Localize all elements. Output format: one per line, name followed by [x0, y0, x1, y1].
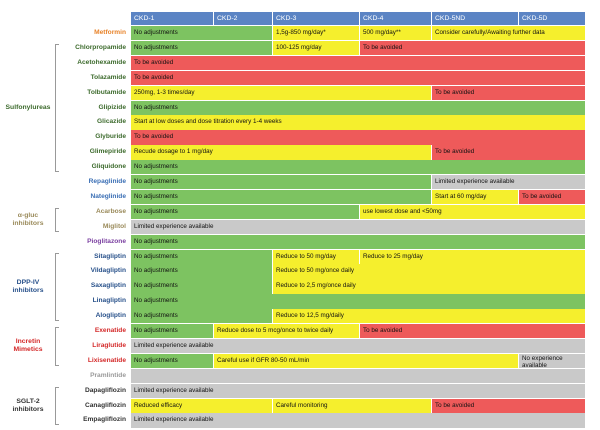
dosing-cell: To be avoided	[360, 324, 586, 338]
dosing-cell: No adjustments	[131, 160, 586, 174]
dosing-cell: 100-125 mg/day	[273, 41, 360, 55]
drug-name: Vildagliptin	[90, 267, 126, 275]
drug-name: Canagliflozin	[84, 401, 126, 409]
dosing-cell: Limited experience available	[131, 220, 586, 234]
dosing-cell: Limited experience available	[131, 384, 586, 398]
dosing-cell: No adjustments	[131, 354, 214, 368]
drug-name: Sitagliptin	[94, 252, 126, 260]
drug-name: Glicazide	[97, 118, 126, 126]
dosing-cell: To be avoided	[519, 190, 586, 204]
dosing-cell: Reduce to 25 mg/day	[360, 250, 586, 264]
dosing-cell: To be avoided	[131, 71, 586, 85]
dosing-cell: Reduce to 50 mg/day	[273, 250, 360, 264]
dosing-cell: To be avoided	[131, 56, 586, 70]
dosing-cell: To be avoided	[131, 130, 586, 144]
drug-class-label: Sulfonylureas	[5, 103, 51, 111]
dosing-cell: No adjustments	[131, 26, 273, 40]
dosing-cell: Reduce to 12,5 mg/daily	[273, 309, 586, 323]
dosing-cell: No adjustments	[131, 205, 360, 219]
dosing-cell: Start at low doses and dose titration every 1-4 weeks	[131, 115, 586, 129]
dosing-cell: No adjustments	[131, 294, 586, 308]
drug-name: Tolbutamide	[87, 88, 126, 96]
class-bracket	[55, 253, 59, 322]
class-bracket	[55, 387, 59, 426]
drug-name: Liraglutide	[92, 341, 126, 349]
dosing-cell: No adjustments	[131, 190, 432, 204]
drug-name: Acetohexamide	[77, 58, 126, 66]
drug-name: Dapagliflozin	[84, 386, 126, 394]
drug-class-label: α-gluc inhibitors	[12, 211, 44, 227]
dosing-cell: To be avoided	[432, 399, 586, 413]
drug-class-label: SGLT-2 inhibitors	[12, 397, 44, 413]
column-header-ckd-5d: CKD-5D	[519, 12, 586, 25]
drug-name: Saxagliptin	[90, 282, 126, 290]
dosing-cell: No adjustments	[131, 309, 273, 323]
dosing-cell: 1,5g-850 mg/day*	[273, 26, 360, 40]
dosing-cell: Limited experience available	[131, 413, 586, 427]
class-bracket	[55, 208, 59, 232]
class-bracket	[55, 44, 59, 172]
dosing-cell: Consider carefully/Awaiting further data	[432, 26, 586, 40]
dosing-cell: Careful monitoring	[273, 399, 432, 413]
drug-name: Acarbose	[95, 207, 126, 215]
drug-name: Exenatide	[94, 327, 126, 334]
dosing-cell: No adjustments	[131, 324, 214, 338]
drug-name: Glipizide	[98, 103, 126, 111]
dosing-cell: To be avoided	[432, 145, 586, 159]
dosing-cell: No adjustments	[131, 175, 432, 189]
dosing-cell: Reduce to 2,5 mg/once daily	[273, 279, 586, 293]
dosing-cell: No adjustments	[131, 250, 273, 264]
column-header-ckd-3: CKD-3	[273, 12, 360, 25]
drug-class-label: DPP-IV inhibitors	[12, 278, 44, 294]
drug-name: Nateglinide	[90, 192, 126, 200]
class-bracket	[55, 327, 59, 366]
dosing-cell: No adjustments	[131, 41, 273, 55]
dosing-cell: No adjustments	[131, 235, 586, 249]
dosing-cell: Reduce dose to 5 mcg/once to twice daily	[214, 324, 360, 338]
dosing-cell: No adjustments	[131, 101, 586, 115]
column-header-ckd-1: CKD-1	[131, 12, 214, 25]
drug-name: Pramlintide	[90, 371, 126, 379]
drug-name: Tolazamide	[90, 73, 126, 81]
dosing-cell: Reduced efficacy	[131, 399, 273, 413]
drug-name: Miglitol	[102, 222, 126, 230]
dosing-cell: No adjustments	[131, 279, 273, 293]
drug-class-label: Incretin Mimetics	[13, 338, 43, 354]
dosing-cell: To be avoided	[360, 41, 586, 55]
drug-name: Glimepiride	[89, 148, 126, 156]
drug-name: Alogliptin	[95, 312, 126, 320]
dosing-cell: 500 mg/day**	[360, 26, 432, 40]
dosing-cell: Limited experience available	[432, 175, 586, 189]
drug-name: Metformin	[94, 29, 126, 36]
drug-name: Glyburide	[95, 133, 126, 141]
dosing-cell: Start at 60 mg/day	[432, 190, 519, 204]
drug-name: Pioglitazone	[87, 237, 126, 245]
dosing-cell: use lowest dose and <50mg	[360, 205, 586, 219]
drug-name: Linagliptin	[92, 297, 126, 305]
column-header-ckd-2: CKD-2	[214, 12, 273, 25]
drug-name: Lixisenatide	[87, 356, 126, 364]
drug-name: Gliquidone	[91, 163, 126, 171]
dosing-cell: Limited experience available	[131, 339, 586, 353]
column-header-ckd-4: CKD-4	[360, 12, 432, 25]
dosing-cell: Recude dosage to 1 mg/day	[131, 145, 432, 159]
dosing-cell: 250mg, 1-3 times/day	[131, 86, 432, 100]
drug-name: Chlorpropamide	[75, 43, 126, 51]
drug-name: Empagliflozin	[83, 416, 126, 424]
dosing-cell: Reduce to 50 mg/once daily	[273, 264, 586, 278]
dosing-cell: No adjustments	[131, 264, 273, 278]
dosing-cell: No experience available	[519, 354, 586, 368]
dosing-cell: Careful use if GFR 80-50 mL/min	[214, 354, 519, 368]
dosing-cell	[131, 369, 586, 383]
dosing-cell: To be avoided	[432, 86, 586, 100]
drug-name: Repaglinide	[88, 178, 126, 185]
column-header-ckd-5nd: CKD-5ND	[432, 12, 519, 25]
